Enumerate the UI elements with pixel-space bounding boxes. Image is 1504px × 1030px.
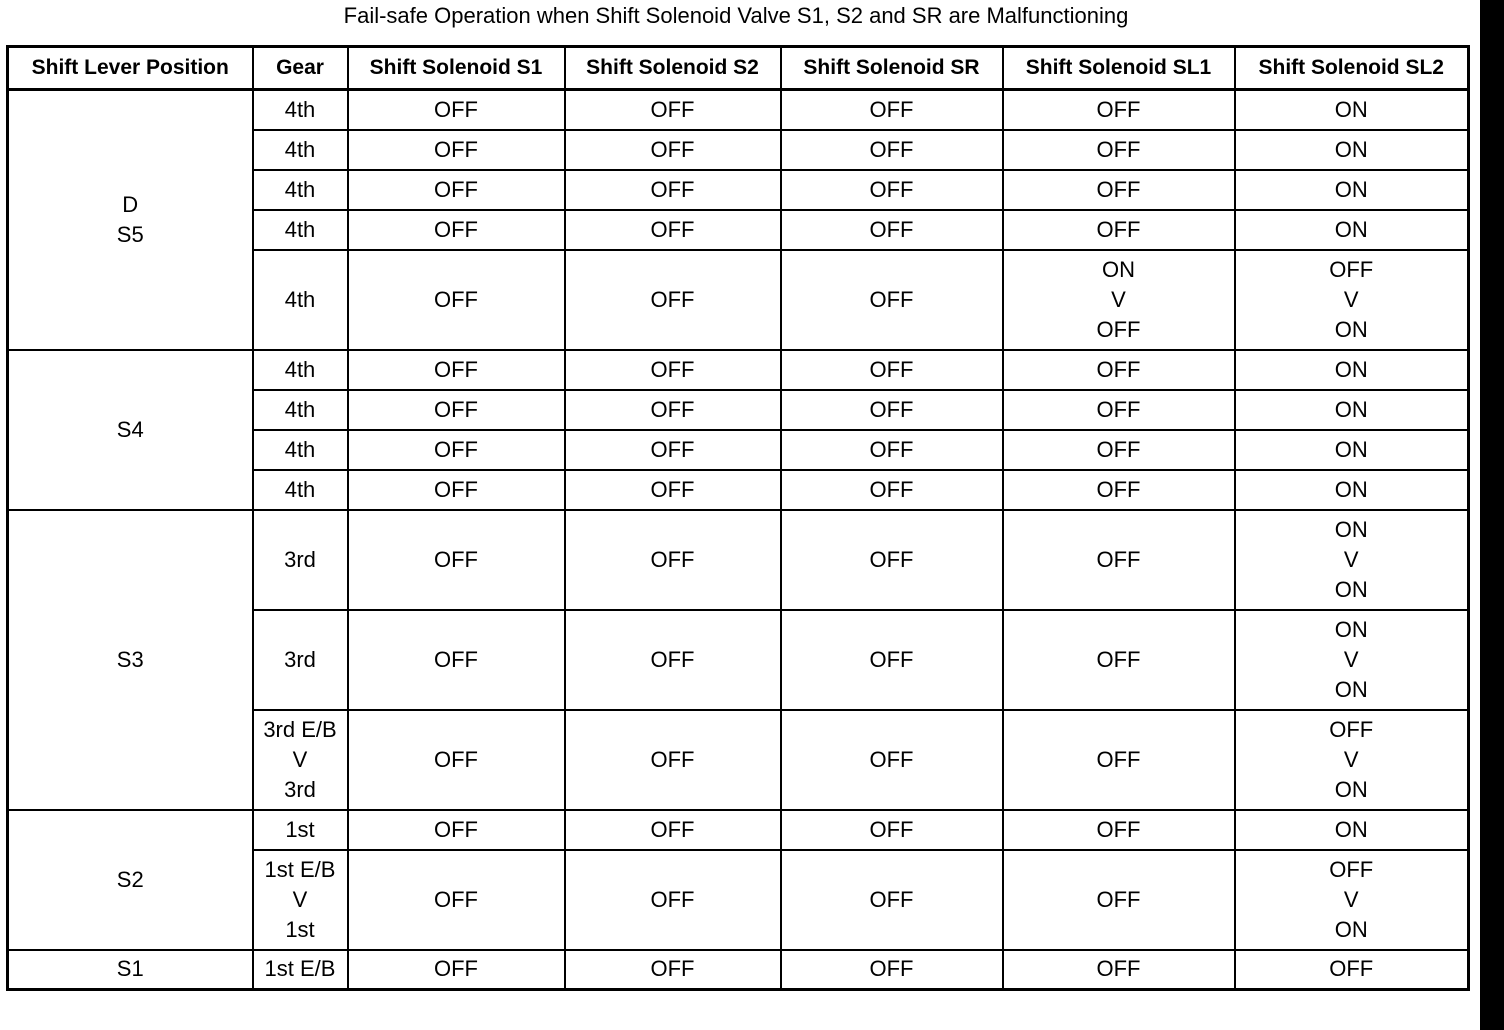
solenoid-s2-state: OFF [650,136,695,162]
gear-text: 3rd [284,646,316,672]
solenoid-sl2-cell [1235,90,1469,130]
gear-cell [253,610,348,710]
gear-text: 4th [284,436,316,462]
solenoid-s2-cell [565,510,781,610]
shift-lever-position-cell [8,90,253,350]
solenoid-s1-state: OFF [434,176,478,202]
solenoid-sr-state: OFF [869,136,914,162]
solenoid-s2-state: OFF [650,286,695,312]
solenoid-s2-state: OFF [650,176,695,202]
header-row [8,47,1469,90]
gear-text: 3rd E/B V 3rd [263,716,337,802]
solenoid-sl2-cell [1235,850,1469,950]
gear-text: 4th [284,216,316,242]
solenoid-sr-cell [781,90,1003,130]
solenoid-sr-cell [781,210,1003,250]
solenoid-s1-cell [348,610,565,710]
gear-cell [253,350,348,390]
solenoid-sl1-cell [1003,350,1235,390]
solenoid-s1-cell [348,470,565,510]
solenoid-sl1-state: OFF [1096,886,1141,912]
solenoid-sl1-state: OFF [1096,176,1141,202]
solenoid-sl1-cell [1003,430,1235,470]
solenoid-sl2-cell [1235,170,1469,210]
shift-lever-position-text: D S5 [116,191,144,247]
solenoid-sl1-state: OFF [1096,746,1141,772]
solenoid-s2-cell [565,210,781,250]
solenoid-sl2-state: ON [1334,136,1368,162]
shift-lever-position-text: S4 [116,416,144,442]
solenoid-sl1-state: OFF [1096,356,1141,382]
solenoid-s1-state: OFF [434,436,478,462]
solenoid-sr-state: OFF [869,476,914,502]
solenoid-sl2-state: ON [1334,216,1368,242]
solenoid-sl1-cell [1003,90,1235,130]
solenoid-s1-cell [348,210,565,250]
gear-cell [253,810,348,850]
solenoid-sl1-cell [1003,510,1235,610]
solenoid-s1-cell [348,250,565,350]
solenoid-sr-state: OFF [869,356,914,382]
solenoid-sl1-state: OFF [1096,646,1141,672]
solenoid-sr-state: OFF [869,396,914,422]
header-shift-solenoid-sl2: Shift Solenoid SL2 [1235,47,1469,90]
solenoid-s2-state: OFF [650,746,695,772]
solenoid-sr-state: OFF [869,816,914,842]
solenoid-s1-cell [348,810,565,850]
solenoid-sl2-cell [1235,390,1469,430]
solenoid-s1-cell [348,90,565,130]
solenoid-sl2-state: ON [1334,436,1368,462]
solenoid-sr-state: OFF [869,546,914,572]
solenoid-sr-cell [781,250,1003,350]
gear-text: 4th [284,176,316,202]
solenoid-sl1-state: OFF [1096,816,1141,842]
solenoid-s1-state: OFF [434,96,478,122]
solenoid-s1-state: OFF [434,216,478,242]
gear-cell [253,170,348,210]
solenoid-s2-cell [565,810,781,850]
solenoid-s2-state: OFF [650,816,695,842]
shift-lever-position-text: S3 [116,646,144,672]
gear-cell [253,90,348,130]
solenoid-s1-state: OFF [434,136,478,162]
gear-cell [253,390,348,430]
solenoid-sl2-cell [1235,210,1469,250]
solenoid-s1-cell [348,710,565,810]
gear-text: 4th [284,286,316,312]
fail-safe-table [6,45,1470,991]
gear-text: 4th [284,356,316,382]
solenoid-sr-state: OFF [869,956,914,982]
gear-text: 4th [284,96,316,122]
solenoid-s1-cell [348,170,565,210]
solenoid-sr-cell [781,390,1003,430]
solenoid-s2-cell [565,850,781,950]
solenoid-sl2-state: ON V ON [1334,516,1368,602]
gear-cell [253,710,348,810]
solenoid-sl1-state: OFF [1096,436,1141,462]
solenoid-sl2-cell [1235,950,1469,990]
solenoid-s1-cell [348,850,565,950]
solenoid-sl2-cell [1235,470,1469,510]
solenoid-s2-state: OFF [650,956,695,982]
solenoid-sr-cell [781,510,1003,610]
gear-cell [253,430,348,470]
right-edge-bar [1480,0,1504,1030]
gear-text: 4th [284,476,316,502]
solenoid-sr-state: OFF [869,646,914,672]
table-body [8,90,1469,990]
solenoid-s2-state: OFF [650,886,695,912]
solenoid-s2-state: OFF [650,216,695,242]
solenoid-sl1-cell [1003,710,1235,810]
solenoid-s1-cell [348,130,565,170]
solenoid-sl1-cell [1003,170,1235,210]
solenoid-s2-state: OFF [650,356,695,382]
solenoid-sr-cell [781,130,1003,170]
solenoid-sl2-state: ON [1334,816,1368,842]
table-row [8,810,1469,850]
solenoid-s2-cell [565,130,781,170]
solenoid-sl1-cell [1003,390,1235,430]
solenoid-s2-cell [565,610,781,710]
solenoid-s1-cell [348,950,565,990]
header-shift-solenoid-s1: Shift Solenoid S1 [348,47,565,90]
solenoid-sl1-state: OFF [1096,396,1141,422]
table-header [8,47,1469,90]
header-shift-solenoid-sr: Shift Solenoid SR [781,47,1003,90]
solenoid-sl2-state: ON [1334,356,1368,382]
solenoid-s1-state: OFF [434,476,478,502]
solenoid-sr-cell [781,350,1003,390]
solenoid-sl1-state: OFF [1096,476,1141,502]
solenoid-sr-state: OFF [869,436,914,462]
solenoid-s2-cell [565,950,781,990]
solenoid-s1-state: OFF [434,956,478,982]
solenoid-sl2-cell [1235,810,1469,850]
shift-lever-position-text: S2 [116,866,144,892]
gear-text: 1st E/B [264,956,336,982]
solenoid-sr-cell [781,610,1003,710]
solenoid-sr-state: OFF [869,886,914,912]
solenoid-sl1-cell [1003,130,1235,170]
solenoid-s1-state: OFF [434,816,478,842]
gear-cell [253,850,348,950]
solenoid-sl1-state: OFF [1096,546,1141,572]
header-gear: Gear [253,47,348,90]
solenoid-sr-cell [781,170,1003,210]
solenoid-s1-state: OFF [434,746,478,772]
solenoid-s2-state: OFF [650,396,695,422]
solenoid-sr-state: OFF [869,96,914,122]
solenoid-sl2-cell [1235,130,1469,170]
shift-lever-position-text: S1 [116,956,144,982]
solenoid-s2-cell [565,390,781,430]
solenoid-sl2-state: OFF V ON [1329,256,1374,342]
gear-cell [253,950,348,990]
shift-lever-position-cell [8,510,253,810]
solenoid-s2-cell [565,470,781,510]
solenoid-sl1-state: OFF [1096,136,1141,162]
solenoid-sl2-state: ON [1334,396,1368,422]
solenoid-s1-state: OFF [434,886,478,912]
solenoid-sr-state: OFF [869,216,914,242]
gear-cell [253,130,348,170]
solenoid-sl1-state: OFF [1096,216,1141,242]
solenoid-sl1-cell [1003,850,1235,950]
gear-text: 4th [284,136,316,162]
solenoid-s2-state: OFF [650,546,695,572]
solenoid-sl2-state: ON [1334,176,1368,202]
solenoid-sr-cell [781,850,1003,950]
solenoid-sr-cell [781,710,1003,810]
shift-lever-position-cell [8,350,253,510]
solenoid-sl2-state: OFF [1329,956,1374,982]
gear-cell [253,470,348,510]
solenoid-sl1-state: ON V OFF [1096,256,1141,342]
solenoid-sl2-cell [1235,610,1469,710]
gear-text: 1st E/B V 1st [264,856,336,942]
solenoid-sl2-cell [1235,430,1469,470]
solenoid-sl1-cell [1003,610,1235,710]
solenoid-sl2-state: OFF V ON [1329,716,1374,802]
solenoid-s2-cell [565,250,781,350]
solenoid-s1-state: OFF [434,546,478,572]
solenoid-s1-cell [348,350,565,390]
solenoid-sl1-cell [1003,810,1235,850]
solenoid-sl2-cell [1235,250,1469,350]
solenoid-s2-cell [565,710,781,810]
solenoid-s1-cell [348,430,565,470]
solenoid-sr-state: OFF [869,286,914,312]
solenoid-s1-cell [348,510,565,610]
solenoid-sr-cell [781,810,1003,850]
solenoid-sl1-state: OFF [1096,956,1141,982]
header-shift-solenoid-sl1: Shift Solenoid SL1 [1003,47,1235,90]
gear-text: 1st [285,816,315,842]
solenoid-sl1-state: OFF [1096,96,1141,122]
solenoid-sr-cell [781,950,1003,990]
solenoid-sr-state: OFF [869,746,914,772]
table-row [8,950,1469,990]
header-shift-solenoid-s2: Shift Solenoid S2 [565,47,781,90]
solenoid-sr-state: OFF [869,176,914,202]
table-row [8,350,1469,390]
solenoid-s2-state: OFF [650,646,695,672]
table-row [8,90,1469,130]
solenoid-s1-state: OFF [434,356,478,382]
solenoid-s1-state: OFF [434,286,478,312]
table-row [8,510,1469,610]
gear-text: 3rd [284,546,316,572]
solenoid-s2-cell [565,350,781,390]
solenoid-sl2-cell [1235,510,1469,610]
solenoid-sl1-cell [1003,470,1235,510]
solenoid-sl2-state: ON [1334,96,1368,122]
solenoid-sr-cell [781,430,1003,470]
solenoid-sl2-state: ON [1334,476,1368,502]
shift-lever-position-cell [8,810,253,950]
solenoid-s2-state: OFF [650,436,695,462]
solenoid-s2-cell [565,170,781,210]
gear-cell [253,510,348,610]
header-shift-lever-position: Shift Lever Position [8,47,253,90]
page-title: Fail-safe Operation when Shift Solenoid Valve S1, S2 and SR are Malfunctioning [343,3,1129,28]
solenoid-s2-state: OFF [650,96,695,122]
solenoid-sl2-state: ON V ON [1334,616,1368,702]
solenoid-sl2-state: OFF V ON [1329,856,1374,942]
gear-cell [253,250,348,350]
solenoid-s2-cell [565,430,781,470]
solenoid-s2-state: OFF [650,476,695,502]
gear-text: 4th [284,396,316,422]
solenoid-sl1-cell [1003,210,1235,250]
solenoid-s1-cell [348,390,565,430]
solenoid-sr-cell [781,470,1003,510]
solenoid-s1-state: OFF [434,396,478,422]
gear-cell [253,210,348,250]
solenoid-sl2-cell [1235,710,1469,810]
solenoid-s2-cell [565,90,781,130]
solenoid-sl1-cell [1003,250,1235,350]
shift-lever-position-cell [8,950,253,990]
solenoid-sl2-cell [1235,350,1469,390]
solenoid-sl1-cell [1003,950,1235,990]
solenoid-s1-state: OFF [434,646,478,672]
